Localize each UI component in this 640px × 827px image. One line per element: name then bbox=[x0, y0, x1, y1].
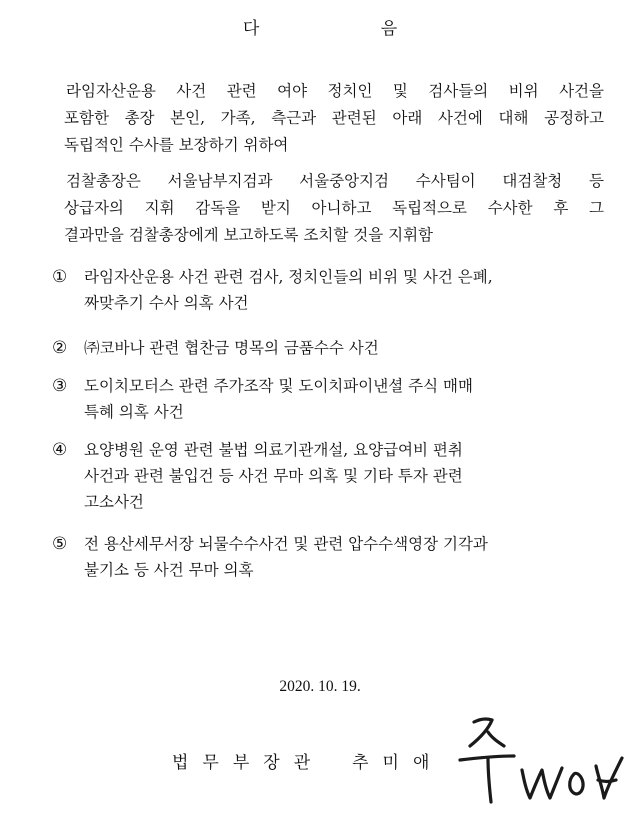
case-number-1: ① bbox=[52, 267, 68, 287]
case-number-4: ④ bbox=[52, 440, 68, 460]
case-text-4: 요양병원 운영 관련 불법 의료기관개설, 요양급여비 편취 사건과 관련 불입건 등 사건 무마 의혹 및 기타 투자 관련 고소사건 bbox=[84, 441, 463, 511]
document-heading: 다 음 bbox=[242, 19, 456, 39]
case-text-5: 전 용산세무서장 뇌물수수사건 및 관련 압수수색영장 기각과 불기소 등 사건 무마 의혹 bbox=[84, 535, 488, 579]
case-text-1: 라임자산운용 사건 관련 검사, 정치인들의 비위 및 사건 은폐, 짜맞추기 수사 의혹 사건 bbox=[84, 268, 493, 312]
handwritten-signature bbox=[452, 708, 632, 808]
case-number-2: ② bbox=[52, 338, 68, 358]
directive-line-1: 검찰총장은 서울남부지검과 서울중앙지검 수사팀이 대검찰청 등 bbox=[66, 172, 604, 190]
signer-name: 추미애 bbox=[352, 753, 444, 773]
case-text-3: 도이치모터스 관련 주가조작 및 도이치파이낸셜 주식 매매 특혜 의혹 사건 bbox=[84, 377, 473, 421]
directive-line-3: 결과만을 검찰총장에게 보고하도록 조치할 것을 지휘함 bbox=[64, 226, 434, 244]
directive-line-2: 상급자의 지휘 감독을 받지 아니하고 독립적으로 수사한 후 그 bbox=[64, 199, 604, 217]
intro-paragraph bbox=[64, 78, 604, 159]
intro-line-2: 포함한 총장 본인, 가족, 측근과 관련된 아래 사건에 대해 공정하고 bbox=[64, 109, 604, 127]
signer-title: 법무부장관 bbox=[172, 753, 325, 773]
document-date: 2020. 10. 19. bbox=[279, 678, 361, 695]
signer-line bbox=[172, 748, 443, 773]
case-text-2: ㈜코바나 관련 협찬금 명목의 금품수수 사건 bbox=[84, 339, 379, 357]
intro-line-3: 독립적인 수사를 보장하기 위하여 bbox=[64, 136, 289, 154]
directive-paragraph bbox=[64, 168, 604, 249]
case-number-5: ⑤ bbox=[52, 534, 68, 554]
intro-line-1: 라임자산운용 사건 관련 여야 정치인 및 검사들의 비위 사건을 bbox=[66, 82, 604, 100]
case-number-3: ③ bbox=[52, 376, 68, 396]
